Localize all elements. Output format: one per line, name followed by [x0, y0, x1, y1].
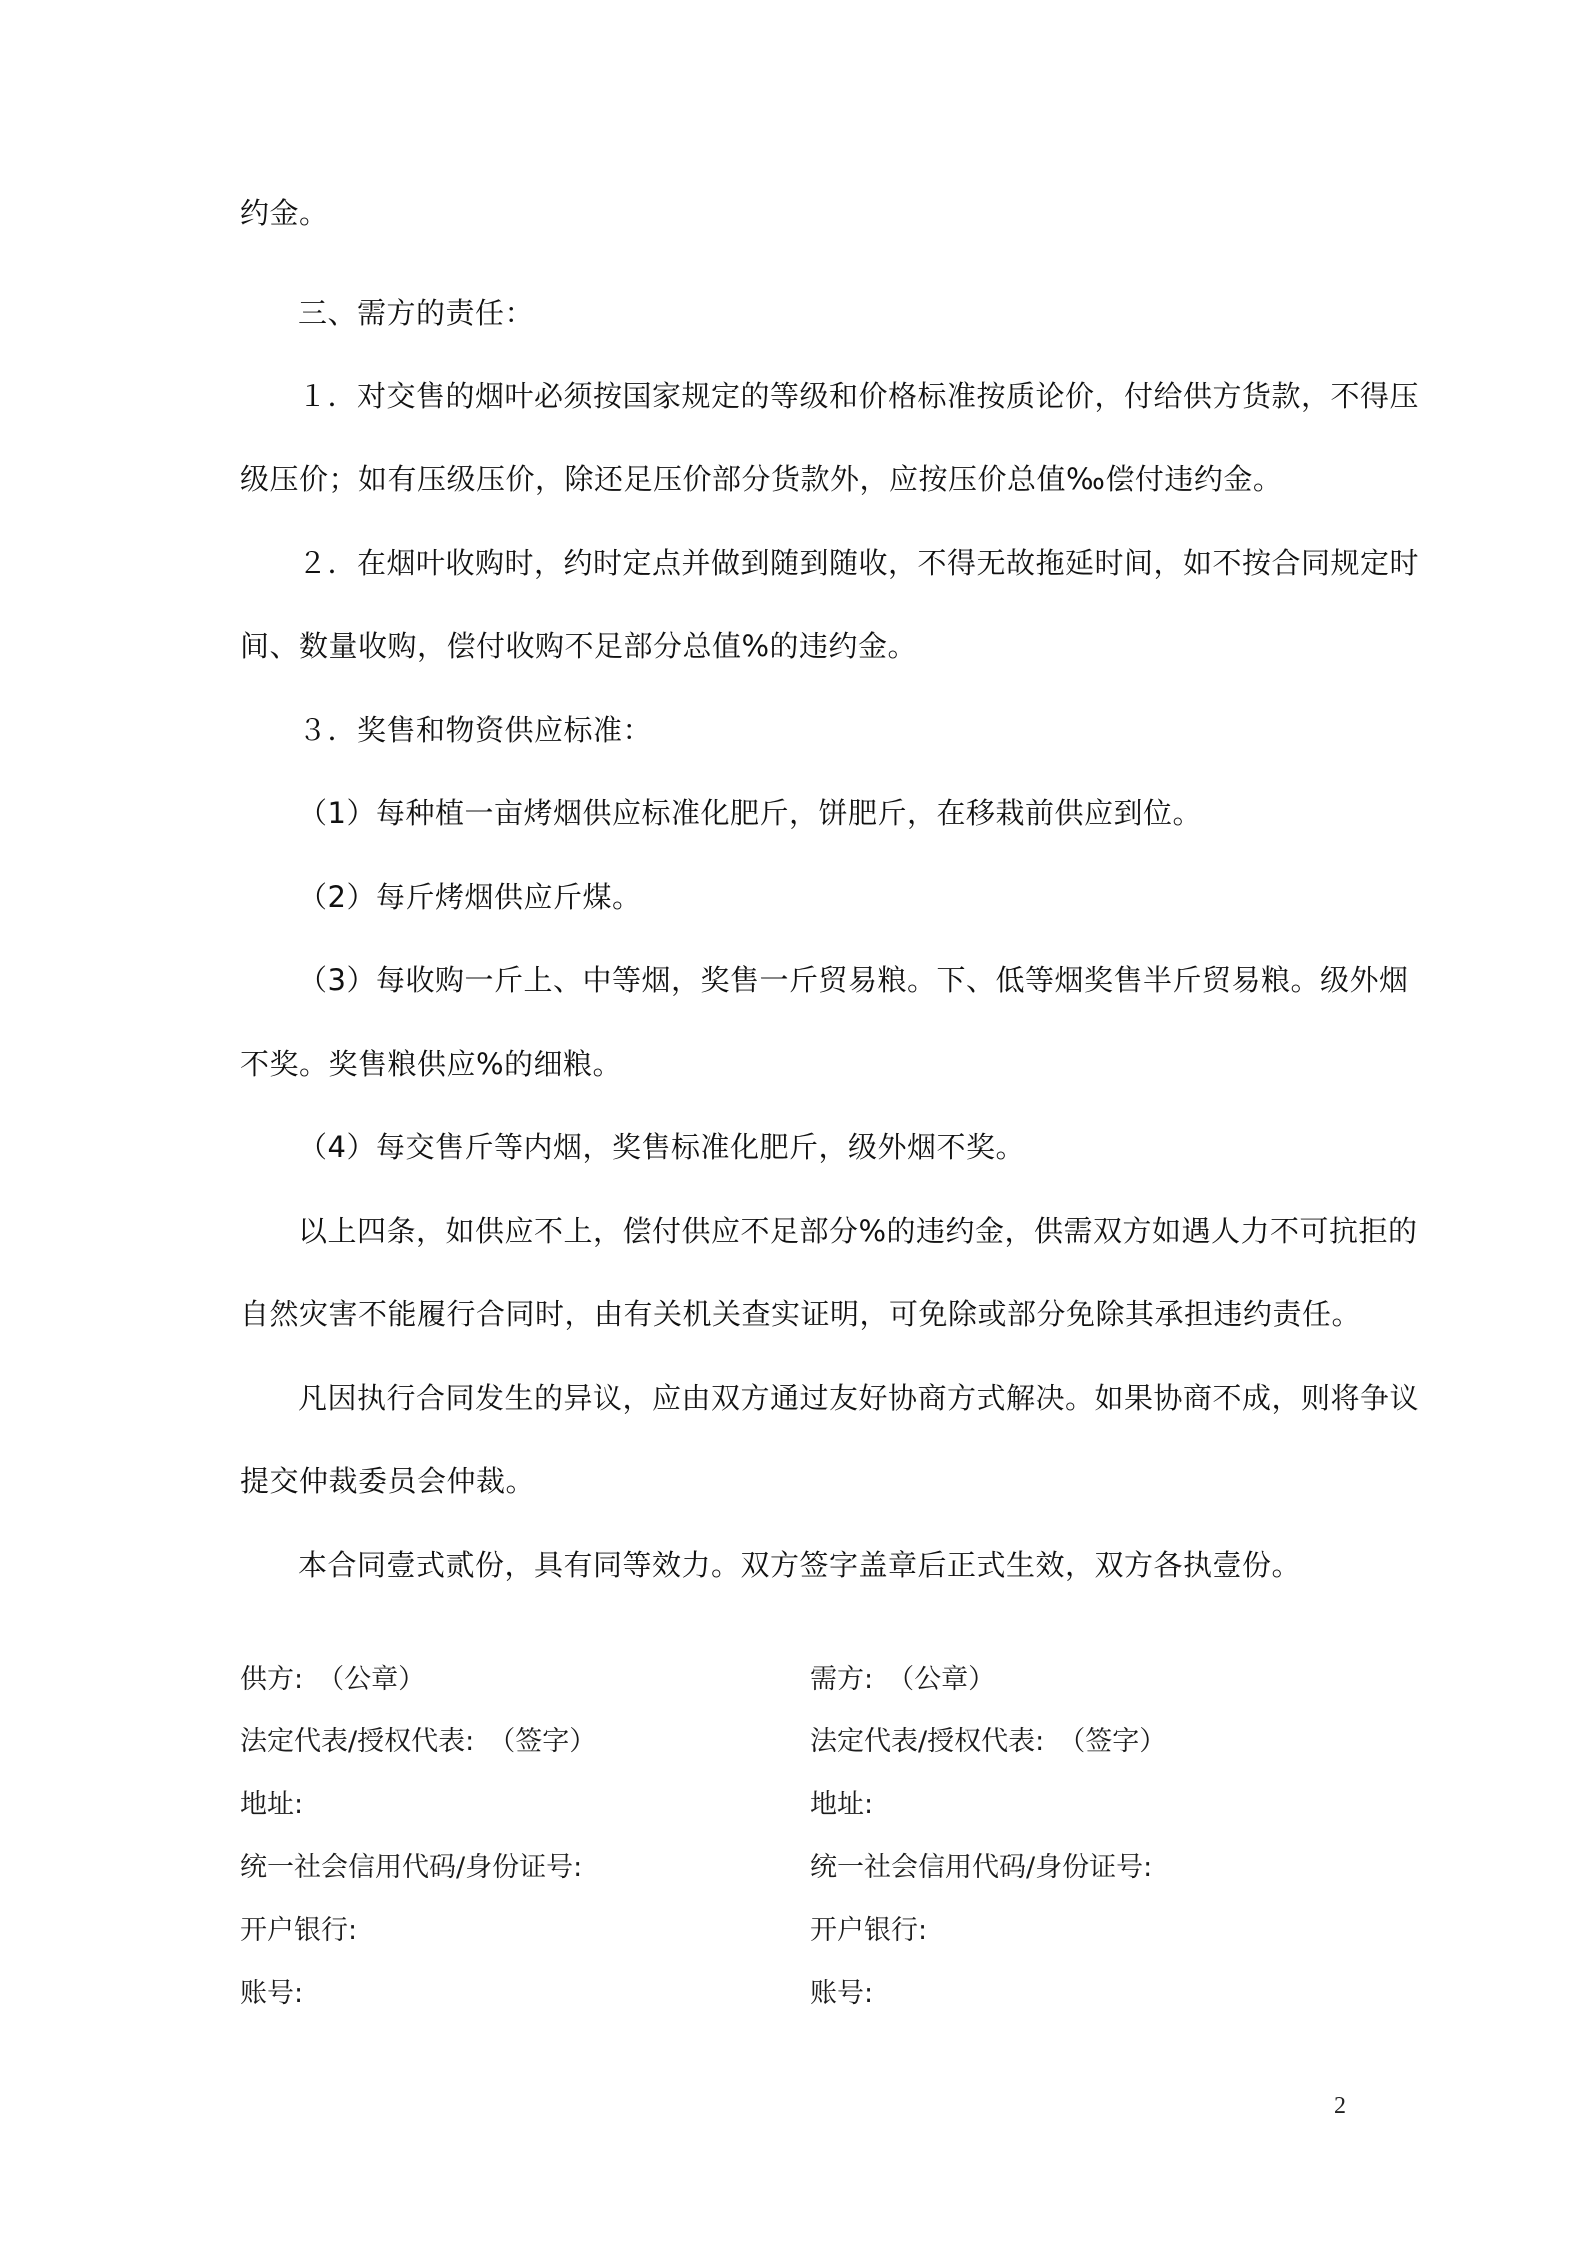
force-majeure-line-2: 自然灾害不能履行合同时，由有关机关查实证明，可免除或部分免除其承担违约责任。	[240, 1297, 1362, 1331]
clause-2-line-1: ２．在烟叶收购时，约时定点并做到随到随收，不得无故拖延时间，如不按合同规定时	[298, 546, 1420, 580]
dispute-line-1: 凡因执行合同发生的异议，应由双方通过友好协商方式解决。如果协商不成，则将争议	[298, 1381, 1420, 1415]
supplier-sign-note: （签字）	[488, 1726, 597, 1757]
clause-3-item-1: （1）每种植一亩烤烟供应标准化肥斤，饼肥斤，在移栽前供应到位。	[298, 796, 1202, 830]
section-heading-buyer-responsibility: 三、需方的责任：	[298, 296, 535, 330]
buyer-rep-label: 法定代表/授权代表:	[810, 1726, 1045, 1757]
clause-3-item-3-line-2: 不奖。奖售粮供应%的细粮。	[240, 1047, 623, 1081]
supplier-rep-label: 法定代表/授权代表:	[240, 1726, 475, 1757]
buyer-address: 地址:	[810, 1789, 874, 1820]
page-number: 2	[1334, 2093, 1346, 2119]
supplier-seal-note: （公章）	[317, 1664, 426, 1695]
supplier-account: 账号:	[240, 1978, 304, 2009]
buyer-seal-note: （公章）	[887, 1664, 996, 1695]
supplier-address: 地址:	[240, 1789, 304, 1820]
supplier-credit-code: 统一社会信用代码/身份证号:	[240, 1852, 583, 1883]
supplier-bank: 开户银行:	[240, 1915, 358, 1946]
buyer-bank: 开户银行:	[810, 1915, 928, 1946]
buyer-credit-code: 统一社会信用代码/身份证号:	[810, 1852, 1153, 1883]
buyer-label: 需方:	[810, 1664, 874, 1695]
buyer-representative	[810, 1724, 1166, 1760]
clause-3-item-3-line-1: （3）每收购一斤上、中等烟，奖售一斤贸易粮。下、低等烟奖售半斤贸易粮。级外烟	[298, 963, 1409, 997]
buyer-account: 账号:	[810, 1978, 874, 2009]
clause-1-line-2: 级压价；如有压级压价，除还足压价部分货款外，应按压价总值‰偿付违约金。	[240, 462, 1283, 496]
force-majeure-line-1: 以上四条，如供应不上，偿付供应不足部分%的违约金，供需双方如遇人力不可抗拒的	[298, 1214, 1418, 1248]
clause-2-line-2: 间、数量收购，偿付收购不足部分总值%的违约金。	[240, 629, 918, 663]
clause-3-item-4: （4）每交售斤等内烟，奖售标准化肥斤，级外烟不奖。	[298, 1130, 1025, 1164]
dispute-line-2: 提交仲裁委员会仲裁。	[240, 1464, 536, 1498]
clause-1-line-1: １．对交售的烟叶必须按国家规定的等级和价格标准按质论价，付给供方货款，不得压	[298, 379, 1420, 413]
copies-clause: 本合同壹式贰份，具有同等效力。双方签字盖章后正式生效，双方各执壹份。	[298, 1548, 1302, 1582]
paragraph-continuation: 约金。	[240, 196, 329, 230]
supplier-representative	[240, 1724, 596, 1760]
supplier-party	[240, 1662, 425, 1698]
clause-3-item-2: （2）每斤烤烟供应斤煤。	[298, 880, 642, 914]
buyer-party	[810, 1662, 995, 1698]
supplier-label: 供方:	[240, 1664, 304, 1695]
clause-3-heading: ３．奖售和物资供应标准：	[298, 713, 653, 747]
buyer-sign-note: （签字）	[1058, 1726, 1167, 1757]
